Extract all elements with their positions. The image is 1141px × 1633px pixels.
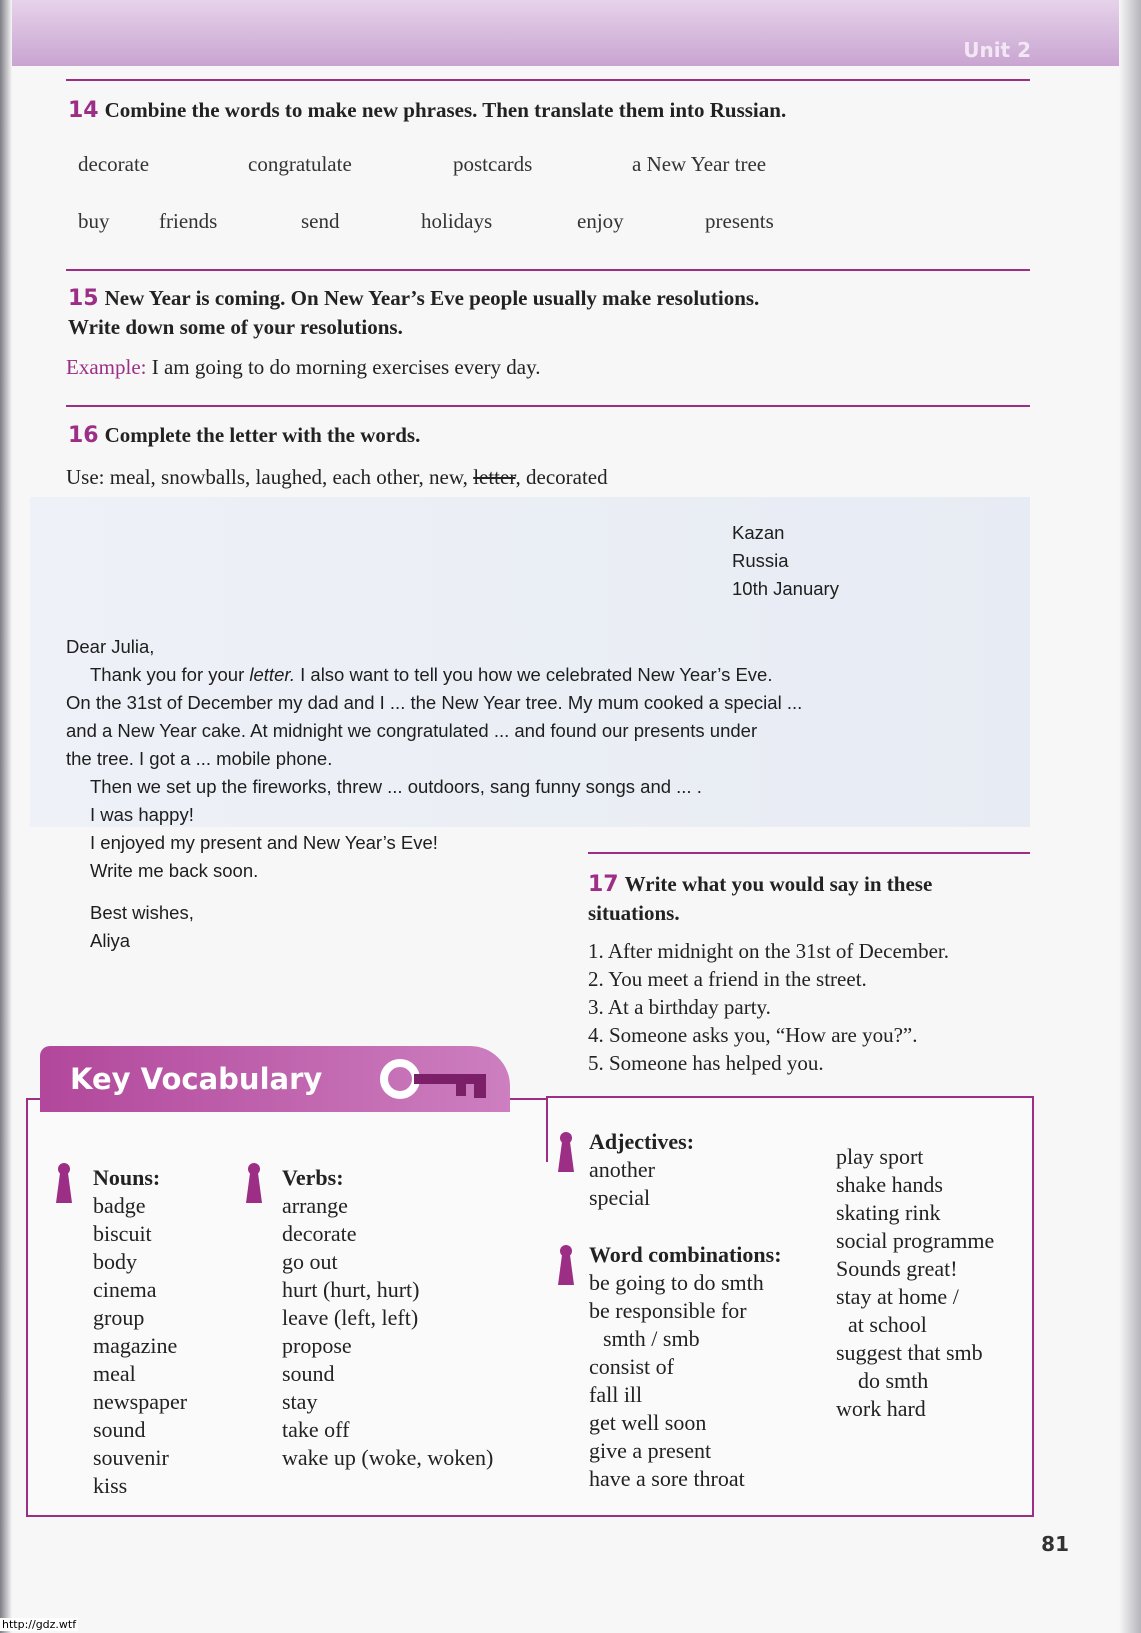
example-text: I am going to do morning exercises every day. [151, 355, 541, 379]
list-item: 2. You meet a friend in the street. [588, 967, 867, 991]
nouns-column: Nouns: badge biscuit body cinema group magazine meal newspaper sound souvenir kiss [93, 1165, 188, 1498]
letter-address: Kazan Russia 10th January [732, 522, 839, 599]
divider [66, 79, 1030, 81]
ex14-instruction: 14 Combine the words to make new phrases. Then translate them into Russian. [68, 98, 787, 123]
key-vocabulary-title: Key Vocabulary [70, 1062, 323, 1096]
word-chip: friends [159, 209, 218, 233]
page-edge-shadow [1119, 0, 1141, 1633]
example-label: Example: [66, 355, 147, 379]
ex17-list [588, 937, 949, 1077]
list-item: 3. At a birthday party. [588, 995, 771, 1019]
page-number: 81 [1041, 1532, 1069, 1556]
struck-word: letter [473, 465, 516, 489]
keyhole-icon [54, 1161, 74, 1205]
word-chip: holidays [421, 209, 493, 233]
word-chip: congratulate [248, 152, 352, 176]
divider [66, 269, 1030, 271]
adjectives-column: Adjectives: another special [589, 1129, 695, 1210]
ex15-instruction: 15 New Year is coming. On New Year’s Eve people usually make resolutions. Write down some of your resolutions. [68, 286, 760, 339]
ex16-instruction: 16 Complete the letter with the words. [68, 423, 421, 448]
more-combinations-column: play sport shake hands skating rink social programme Sounds great! stay at home / at school suggest that smb do smth work hard [836, 1144, 995, 1421]
word-combinations-column: Word combinations: be going to do smth be responsible for smth / smb consist of fall ill get well soon give a present have a sore throat [589, 1242, 782, 1491]
exercise-number: 17 [588, 872, 619, 897]
word-chip: enjoy [577, 209, 624, 233]
divider [588, 852, 1030, 854]
word-chip: presents [705, 209, 774, 233]
exercise-number: 14 [68, 98, 99, 123]
list-item: 5. Someone has helped you. [588, 1051, 824, 1075]
letter-greeting: Dear Julia, [66, 636, 155, 657]
word-chip: a New Year tree [632, 152, 767, 176]
keyhole-icon [556, 1130, 576, 1174]
keyhole-icon [556, 1243, 576, 1287]
list-item: 1. After midnight on the 31st of December. [588, 939, 950, 963]
letter-closing: Best wishes, [90, 902, 194, 923]
divider [66, 405, 1030, 407]
word-chip: buy [78, 209, 110, 233]
ex17-instruction: 17 Write what you would say in these situations. [588, 872, 933, 925]
keyhole-icon [244, 1161, 264, 1205]
word-chip: postcards [453, 152, 533, 176]
exercise-number: 15 [68, 286, 99, 311]
key-icon [378, 1057, 496, 1101]
word-chip: send [301, 209, 340, 233]
page-binding-shadow [0, 0, 12, 1633]
letter-body: Dear Julia, Thank you for your letter. I also want to tell you how we celebrated New Year’s Eve. On the 31st of December my dad and I ... the New Year tree. My mum cooked a special ... and a New Year cake. At midnight we congratulated ... and found our presents under the tree. I got a ... mobile phone. Then we set up the fireworks, threw ... outdoors, sang funny songs and ... . I was happy! I enjoyed my present and New Year’s Eve! Write me back soon. Best wishes, Aliya [66, 633, 966, 955]
unit-label: Unit 2 [963, 38, 1031, 62]
verbs-column: Verbs: arrange decorate go out hurt (hurt, hurt) leave (left, left) propose sound stay take off wake up (woke, woken) [282, 1165, 494, 1470]
list-item: 4. Someone asks you, “How are you?”. [588, 1023, 918, 1047]
exercise-number: 16 [68, 423, 99, 448]
ex15-example [66, 353, 541, 381]
ex16-word-bank: Use: meal, snowballs, laughed, each other, new, letter, decorated [66, 465, 608, 489]
letter-signature: Aliya [90, 930, 131, 951]
word-chip: decorate [78, 152, 150, 176]
footer-link[interactable]: http://gdz.wtf [2, 1618, 77, 1631]
